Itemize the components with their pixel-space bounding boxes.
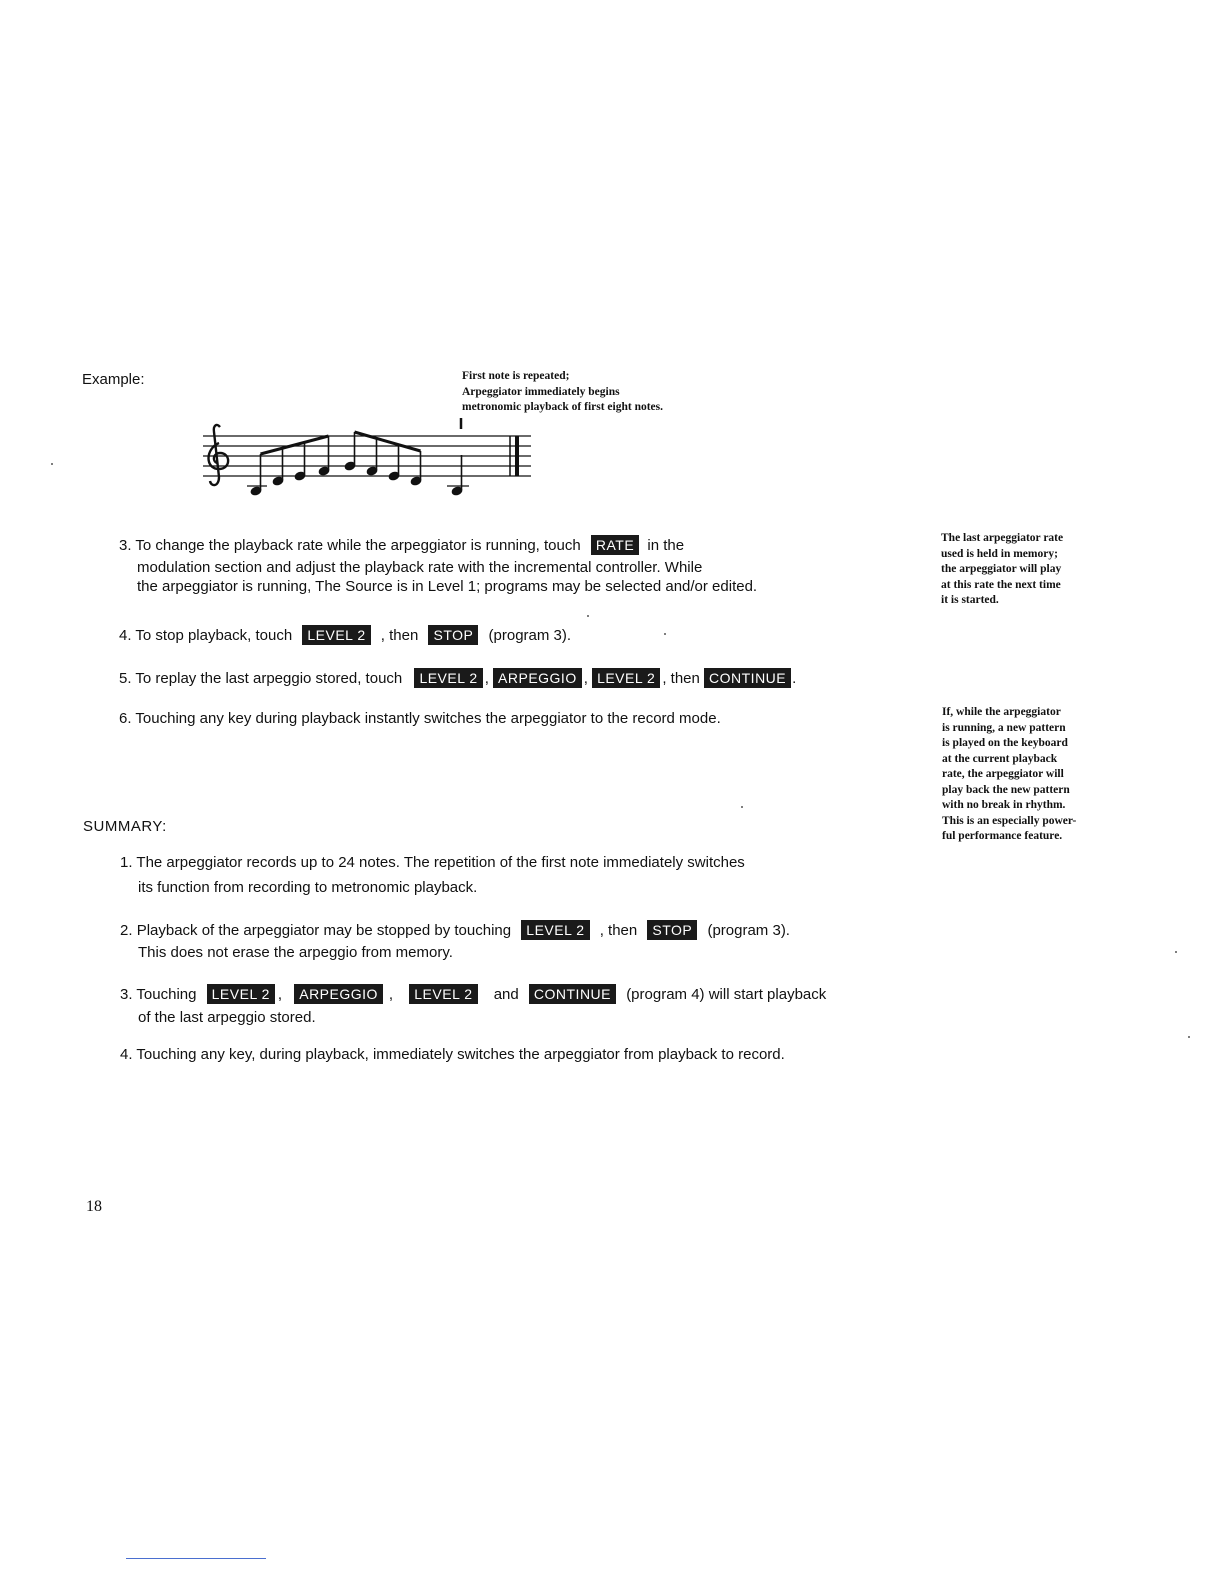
step-text: The arpeggiator records up to 24 notes. The repetition of the first note immediately switches	[136, 854, 745, 871]
step-number: 5.	[119, 670, 132, 687]
step-text: (program 3).	[488, 627, 572, 644]
step-number: 4.	[119, 627, 132, 644]
side-note-line: rate, the arpeggiator will	[942, 768, 1064, 780]
level-2-key[interactable]: LEVEL 2	[302, 625, 370, 645]
level-2-key[interactable]: LEVEL 2	[409, 984, 477, 1004]
side-note-line: play back the new pattern	[942, 783, 1070, 796]
continue-key[interactable]: CONTINUE	[704, 668, 791, 688]
beams	[261, 432, 421, 454]
example-note	[462, 369, 663, 416]
separator: ,	[388, 986, 394, 1003]
level-2-key[interactable]: LEVEL 2	[521, 920, 589, 940]
step-text: Touching any key, during playback, immediately switches the arpeggiator from playback to record.	[136, 1046, 785, 1063]
example-note-line: First note is repeated;	[462, 370, 570, 382]
scan-speck	[1175, 951, 1177, 953]
side-note-line: with no break in rhythm.	[942, 799, 1066, 811]
scan-speck	[51, 463, 53, 465]
page-number: 18	[86, 1198, 102, 1215]
separator: ,	[277, 986, 283, 1003]
arpeggio-key[interactable]: ARPEGGIO	[493, 668, 582, 688]
side-note-line: If, while the arpeggiator	[942, 706, 1061, 718]
side-note-new-pattern	[942, 705, 1076, 845]
step-number: 6.	[119, 710, 132, 727]
summary-4	[120, 1046, 785, 1064]
scan-speck	[664, 633, 666, 635]
side-note-line: the arpeggiator will play	[941, 563, 1062, 575]
side-note-line: used is held in memory;	[941, 547, 1058, 560]
level-2-key[interactable]: LEVEL 2	[592, 668, 660, 688]
side-note-line: ful performance feature.	[942, 830, 1063, 842]
side-note-line: at the current playback	[942, 752, 1058, 765]
example-note-line: Arpeggiator immediately begins	[462, 385, 620, 398]
continue-key[interactable]: CONTINUE	[529, 984, 616, 1004]
summary-1-line-2: its function from recording to metronomic playback.	[138, 879, 478, 896]
example-label: Example:	[82, 371, 145, 388]
step-number: 1.	[120, 854, 133, 871]
level-2-key[interactable]: LEVEL 2	[207, 984, 275, 1004]
scan-speck	[741, 806, 743, 808]
notes	[247, 432, 469, 496]
step-4	[119, 625, 571, 645]
step-5	[119, 668, 796, 688]
side-note-line: The last arpeggiator rate	[941, 532, 1064, 544]
step-text: , then	[662, 670, 700, 687]
step-text: , then	[599, 922, 638, 939]
step-text: Touching any key during playback instantly switches the arpeggiator to the record mode.	[135, 710, 721, 727]
step-text: To change the playback rate while the arpeggiator is running, touch	[135, 537, 581, 554]
summary-1-line-1	[120, 854, 745, 872]
stop-key[interactable]: STOP	[647, 920, 697, 940]
side-note-rate	[941, 531, 1063, 609]
summary-2-line-2: This does not erase the arpeggio from memory.	[138, 944, 453, 961]
step-text: and	[493, 986, 519, 1003]
step-text: To replay the last arpeggio stored, touch	[135, 670, 403, 687]
stop-key[interactable]: STOP	[428, 625, 478, 645]
step-text: in the	[647, 537, 685, 554]
rate-key[interactable]: RATE	[591, 535, 639, 555]
step-6	[119, 710, 721, 728]
step-number: 3.	[119, 537, 132, 554]
step-3-line-2: modulation section and adjust the playback rate with the incremental controller. While	[137, 559, 703, 576]
step-3-line-3: the arpeggiator is running, The Source is in Level 1; programs may be selected and/or edited.	[137, 578, 758, 595]
step-text: , then	[380, 627, 419, 644]
step-number: 3.	[120, 986, 133, 1003]
staff-lines	[203, 436, 531, 476]
step-text: To stop playback, touch	[135, 627, 293, 644]
step-3-line-1	[119, 535, 684, 555]
music-staff-figure	[195, 415, 540, 505]
side-note-line: it is started.	[941, 594, 999, 606]
scan-speck	[1188, 1036, 1190, 1038]
level-2-key[interactable]: LEVEL 2	[414, 668, 482, 688]
side-note-line: is played on the keyboard	[942, 737, 1068, 749]
summary-3-line-1	[120, 984, 826, 1004]
scan-edge-line	[126, 1558, 266, 1559]
step-text: Touching	[136, 986, 197, 1003]
arpeggio-key[interactable]: ARPEGGIO	[294, 984, 383, 1004]
step-text: Playback of the arpeggiator may be stopped by touching	[136, 922, 512, 939]
summary-heading: SUMMARY:	[83, 818, 167, 835]
summary-2-line-1	[120, 920, 790, 940]
step-text: (program 4) will start playback	[626, 986, 827, 1003]
separator: .	[792, 670, 797, 687]
side-note-line: at this rate the next time	[941, 578, 1061, 591]
example-note-line: metronomic playback of first eight notes.	[462, 401, 664, 413]
scan-speck	[587, 615, 589, 617]
side-note-line: is running, a new pattern	[942, 721, 1066, 734]
summary-3-line-2: of the last arpeggio stored.	[138, 1009, 316, 1026]
step-text: (program 3).	[707, 922, 790, 939]
step-number: 2.	[120, 922, 133, 939]
side-note-line: This is an especially power-	[942, 814, 1077, 827]
separator: ,	[583, 670, 588, 687]
step-number: 4.	[120, 1046, 133, 1063]
separator: ,	[484, 670, 489, 687]
